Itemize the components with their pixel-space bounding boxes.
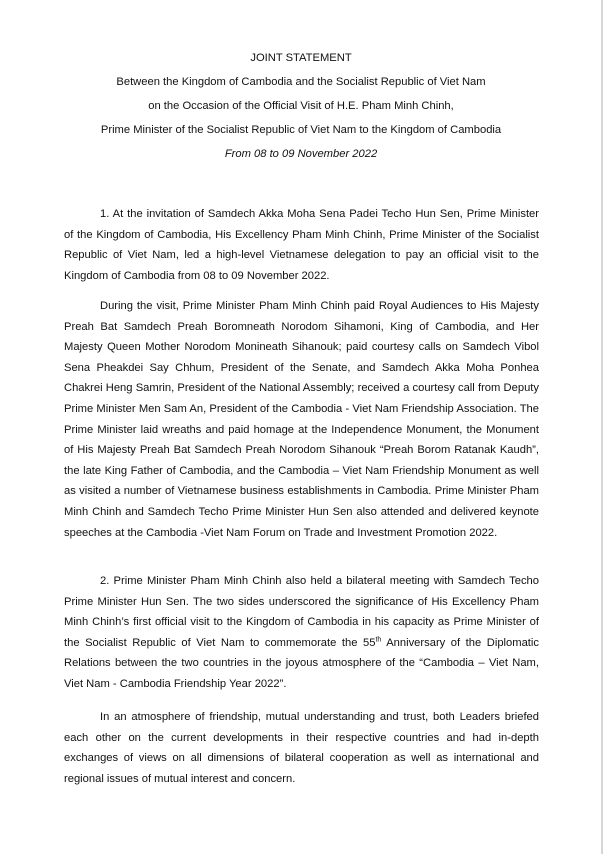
paragraph-4: In an atmosphere of friendship, mutual understanding and trust, both Leaders briefed each other on the current developments in their respective countries and had in-depth exchanges of views on all dimensions of bilateral cooperation as well as international and regional issues of mutual interest and concern. bbox=[64, 711, 539, 785]
paragraph-3 bbox=[64, 571, 539, 695]
paragraph-3-text-start: 2. Prime Minister Pham Minh Chinh also held a bilateral meeting with Samdech Techo Prime Minister Hun Sen. The two sides underscored the significance of His Excellency Pham Minh Chinh’s first official visit to the Kingdom of Cambodia in his capacity as Prime Minister of the Socialist Republic of Viet Nam to commemorate the 55 bbox=[64, 575, 539, 649]
subtitle-line-1: Between the Kingdom of Cambodia and the Socialist Republic of Viet Nam bbox=[116, 76, 486, 88]
subtitle-line-3: Prime Minister of the Socialist Republic of Viet Nam to the Kingdom of Cambodia bbox=[100, 124, 502, 136]
ordinal-superscript: th bbox=[375, 636, 382, 644]
paragraph-2: During the visit, Prime Minister Pham Minh Chinh paid Royal Audiences to His Majesty Preah Bat Samdech Preah Boromneath Norodom Sihamoni, King of Cambodia, and Her Majesty Queen Mother Norodom Monineath Sihanouk; paid courtesy calls on Samdech Vibol Sena Pheakdei Say Chhum, President of the Senate, and Samdech Akka Moha Ponhea Chakrei Heng Samrin, President of the National Assembly; received a courtesy call from Deputy Prime Minister Men Sam An, President of the Cambodia - Viet Nam Friendship Association. The Prime Minister laid wreaths and paid homage at the Independence Monument, the Monument of His Majesty Preah Bat Samdech Preah Norodom Sihanouk “Preah Borom Ratanak Kaudh”, the late King Father of Cambodia, and the Cambodia – Viet Nam Friendship Monument as well as visited a number of Vietnamese business establishments in Cambodia. Prime Minister Pham Minh Chinh and Samdech Techo Prime Minister Hun Sen also attended and delivered keynote speeches at the Cambodia -Viet Nam Forum on Trade and Investment Promotion 2022. bbox=[64, 300, 539, 539]
subtitle-line-2: on the Occasion of the Official Visit of H.E. Pham Minh Chinh, bbox=[148, 100, 454, 112]
visit-date: From 08 to 09 November 2022 bbox=[224, 148, 378, 160]
document-title: JOINT STATEMENT bbox=[250, 52, 352, 64]
paragraph-1: 1. At the invitation of Samdech Akka Moha Sena Padei Techo Hun Sen, Prime Minister of the Kingdom of Cambodia, His Excellency Pham Minh Chinh, Prime Minister of the Socialist Republic of Viet Nam, led a high-level Vietnamese delegation to pay an official visit to the Kingdom of Cambodia from 08 to 09 November 2022. bbox=[64, 208, 539, 282]
paragraph-3-text-end: Anniversary of the Diplomatic Relations between the two countries in the joyous atmosphere of the “Cambodia – Viet Nam, Viet Nam - Cambodia Friendship Year 2022”. bbox=[64, 636, 539, 690]
